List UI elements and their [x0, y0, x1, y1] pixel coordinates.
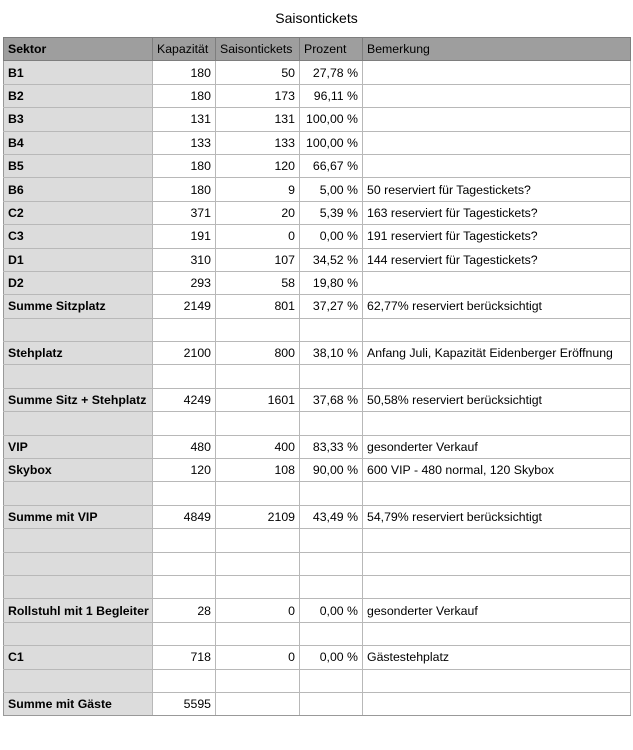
cell-prozent[interactable]: 83,33 %	[300, 435, 363, 458]
cell-sektor[interactable]	[4, 529, 153, 552]
cell-saisontickets[interactable]: 50	[216, 61, 300, 84]
cell-bemerkung[interactable]: 62,77% reserviert berücksichtigt	[363, 295, 631, 318]
cell-saisontickets[interactable]: 107	[216, 248, 300, 271]
cell-bemerkung[interactable]: Anfang Juli, Kapazität Eidenberger Eröffnung	[363, 342, 631, 365]
cell-sektor[interactable]: B6	[4, 178, 153, 201]
table-row	[4, 529, 631, 552]
cell-kapazitaet[interactable]: 718	[153, 646, 216, 669]
cell-kapazitaet[interactable]	[153, 669, 216, 692]
cell-prozent[interactable]: 0,00 %	[300, 225, 363, 248]
cell-prozent[interactable]: 5,39 %	[300, 201, 363, 224]
cell-sektor[interactable]	[4, 622, 153, 645]
table-row	[4, 154, 631, 177]
cell-prozent[interactable]	[300, 622, 363, 645]
cell-saisontickets[interactable]	[216, 575, 300, 598]
cell-prozent[interactable]: 43,49 %	[300, 505, 363, 528]
cell-kapazitaet[interactable]: 5595	[153, 692, 216, 715]
header-cell-prozent[interactable]: Prozent	[300, 38, 363, 61]
cell-bemerkung[interactable]: Gästestehplatz	[363, 646, 631, 669]
saisontickets-table	[3, 37, 631, 716]
cell-sektor[interactable]: Rollstuhl mit 1 Begleiter	[4, 599, 153, 622]
cell-saisontickets[interactable]	[216, 622, 300, 645]
table-row	[4, 412, 631, 435]
table-row	[4, 248, 631, 271]
cell-kapazitaet[interactable]	[153, 552, 216, 575]
cell-sektor[interactable]: D2	[4, 271, 153, 294]
cell-saisontickets[interactable]: 9	[216, 178, 300, 201]
cell-bemerkung[interactable]: 50,58% reserviert berücksichtigt	[363, 388, 631, 411]
table-row	[4, 482, 631, 505]
table-row	[4, 131, 631, 154]
cell-sektor[interactable]: B1	[4, 61, 153, 84]
header-cell-saisontickets[interactable]: Saisontickets	[216, 38, 300, 61]
cell-prozent[interactable]: 0,00 %	[300, 646, 363, 669]
table-row	[4, 388, 631, 411]
cell-saisontickets[interactable]	[216, 529, 300, 552]
cell-prozent[interactable]: 5,00 %	[300, 178, 363, 201]
cell-sektor[interactable]	[4, 318, 153, 341]
cell-bemerkung[interactable]	[363, 575, 631, 598]
cell-prozent[interactable]: 0,00 %	[300, 599, 363, 622]
cell-prozent[interactable]	[300, 552, 363, 575]
cell-sektor[interactable]	[4, 482, 153, 505]
cell-prozent[interactable]: 96,11 %	[300, 84, 363, 107]
cell-sektor[interactable]: B3	[4, 108, 153, 131]
cell-bemerkung[interactable]	[363, 529, 631, 552]
table-row	[4, 575, 631, 598]
cell-kapazitaet[interactable]: 293	[153, 271, 216, 294]
cell-sektor[interactable]: B2	[4, 84, 153, 107]
cell-prozent[interactable]: 90,00 %	[300, 459, 363, 482]
cell-saisontickets[interactable]: 0	[216, 599, 300, 622]
cell-bemerkung[interactable]: 54,79% reserviert berücksichtigt	[363, 505, 631, 528]
cell-kapazitaet[interactable]	[153, 412, 216, 435]
cell-saisontickets[interactable]: 173	[216, 84, 300, 107]
cell-sektor[interactable]: C2	[4, 201, 153, 224]
cell-sektor[interactable]: C3	[4, 225, 153, 248]
cell-sektor[interactable]: Summe Sitz + Stehplatz	[4, 388, 153, 411]
cell-prozent[interactable]	[300, 669, 363, 692]
cell-prozent[interactable]: 27,78 %	[300, 61, 363, 84]
cell-kapazitaet[interactable]: 4249	[153, 388, 216, 411]
cell-kapazitaet[interactable]: 180	[153, 84, 216, 107]
cell-bemerkung[interactable]	[363, 318, 631, 341]
cell-prozent[interactable]: 34,52 %	[300, 248, 363, 271]
cell-bemerkung[interactable]	[363, 131, 631, 154]
cell-saisontickets[interactable]: 131	[216, 108, 300, 131]
cell-kapazitaet[interactable]: 480	[153, 435, 216, 458]
cell-kapazitaet[interactable]	[153, 529, 216, 552]
cell-kapazitaet[interactable]: 2100	[153, 342, 216, 365]
cell-saisontickets[interactable]	[216, 318, 300, 341]
cell-prozent[interactable]: 37,27 %	[300, 295, 363, 318]
table-row	[4, 646, 631, 669]
cell-sektor[interactable]	[4, 412, 153, 435]
table-row	[4, 271, 631, 294]
cell-sektor[interactable]: D1	[4, 248, 153, 271]
header-row	[4, 38, 631, 61]
table-row	[4, 459, 631, 482]
cell-bemerkung[interactable]: 191 reserviert für Tagestickets?	[363, 225, 631, 248]
cell-kapazitaet[interactable]: 120	[153, 459, 216, 482]
cell-kapazitaet[interactable]: 180	[153, 61, 216, 84]
cell-kapazitaet[interactable]	[153, 622, 216, 645]
cell-saisontickets[interactable]: 2109	[216, 505, 300, 528]
table-row	[4, 622, 631, 645]
cell-kapazitaet[interactable]	[153, 482, 216, 505]
cell-sektor[interactable]: Summe mit Gäste	[4, 692, 153, 715]
table-row	[4, 318, 631, 341]
table-row	[4, 365, 631, 388]
cell-sektor[interactable]	[4, 365, 153, 388]
cell-saisontickets[interactable]	[216, 412, 300, 435]
cell-bemerkung[interactable]	[363, 271, 631, 294]
cell-bemerkung[interactable]	[363, 84, 631, 107]
cell-sektor[interactable]: C1	[4, 646, 153, 669]
cell-sektor[interactable]	[4, 669, 153, 692]
cell-bemerkung[interactable]: 600 VIP - 480 normal, 120 Skybox	[363, 459, 631, 482]
cell-bemerkung[interactable]	[363, 692, 631, 715]
cell-bemerkung[interactable]	[363, 482, 631, 505]
cell-saisontickets[interactable]: 1601	[216, 388, 300, 411]
cell-kapazitaet[interactable]: 310	[153, 248, 216, 271]
cell-bemerkung[interactable]	[363, 365, 631, 388]
table-row	[4, 295, 631, 318]
cell-prozent[interactable]	[300, 412, 363, 435]
cell-sektor[interactable]: Stehplatz	[4, 342, 153, 365]
cell-bemerkung[interactable]	[363, 622, 631, 645]
cell-kapazitaet[interactable]: 133	[153, 131, 216, 154]
table-row	[4, 435, 631, 458]
table-row	[4, 552, 631, 575]
cell-sektor[interactable]: Summe Sitzplatz	[4, 295, 153, 318]
cell-kapazitaet[interactable]: 180	[153, 154, 216, 177]
table-row	[4, 692, 631, 715]
cell-saisontickets[interactable]	[216, 692, 300, 715]
cell-kapazitaet[interactable]: 180	[153, 178, 216, 201]
cell-saisontickets[interactable]: 0	[216, 225, 300, 248]
cell-sektor[interactable]: Skybox	[4, 459, 153, 482]
cell-bemerkung[interactable]	[363, 108, 631, 131]
table-row	[4, 599, 631, 622]
cell-saisontickets[interactable]: 120	[216, 154, 300, 177]
cell-bemerkung[interactable]: gesonderter Verkauf	[363, 599, 631, 622]
table-row	[4, 201, 631, 224]
cell-kapazitaet[interactable]: 371	[153, 201, 216, 224]
cell-prozent[interactable]	[300, 482, 363, 505]
cell-saisontickets[interactable]	[216, 552, 300, 575]
table-row	[4, 61, 631, 84]
cell-prozent[interactable]	[300, 365, 363, 388]
cell-kapazitaet[interactable]: 2149	[153, 295, 216, 318]
cell-kapazitaet[interactable]: 28	[153, 599, 216, 622]
cell-prozent[interactable]	[300, 529, 363, 552]
cell-prozent[interactable]: 38,10 %	[300, 342, 363, 365]
cell-prozent[interactable]: 37,68 %	[300, 388, 363, 411]
cell-saisontickets[interactable]: 108	[216, 459, 300, 482]
cell-saisontickets[interactable]: 133	[216, 131, 300, 154]
table-row	[4, 108, 631, 131]
header-cell-kapazitaet[interactable]: Kapazität	[153, 38, 216, 61]
cell-bemerkung[interactable]	[363, 412, 631, 435]
cell-saisontickets[interactable]: 800	[216, 342, 300, 365]
cell-bemerkung[interactable]: gesonderter Verkauf	[363, 435, 631, 458]
cell-saisontickets[interactable]: 400	[216, 435, 300, 458]
cell-kapazitaet[interactable]	[153, 365, 216, 388]
cell-saisontickets[interactable]	[216, 482, 300, 505]
cell-bemerkung[interactable]	[363, 552, 631, 575]
cell-kapazitaet[interactable]: 131	[153, 108, 216, 131]
cell-sektor[interactable]: B4	[4, 131, 153, 154]
cell-saisontickets[interactable]	[216, 365, 300, 388]
table-row	[4, 669, 631, 692]
table-row	[4, 84, 631, 107]
header-cell-sektor[interactable]: Sektor	[4, 38, 153, 61]
cell-sektor[interactable]	[4, 575, 153, 598]
cell-prozent[interactable]	[300, 575, 363, 598]
cell-prozent[interactable]: 100,00 %	[300, 108, 363, 131]
cell-bemerkung[interactable]: 163 reserviert für Tagestickets?	[363, 201, 631, 224]
table-row	[4, 178, 631, 201]
cell-bemerkung[interactable]: 50 reserviert für Tagestickets?	[363, 178, 631, 201]
cell-saisontickets[interactable]: 58	[216, 271, 300, 294]
table-row	[4, 225, 631, 248]
cell-prozent[interactable]: 66,67 %	[300, 154, 363, 177]
table-row	[4, 505, 631, 528]
cell-bemerkung[interactable]: 144 reserviert für Tagestickets?	[363, 248, 631, 271]
cell-kapazitaet[interactable]: 191	[153, 225, 216, 248]
cell-sektor[interactable]: B5	[4, 154, 153, 177]
cell-saisontickets[interactable]: 0	[216, 646, 300, 669]
cell-bemerkung[interactable]	[363, 61, 631, 84]
cell-saisontickets[interactable]	[216, 669, 300, 692]
cell-bemerkung[interactable]	[363, 154, 631, 177]
cell-prozent[interactable]	[300, 692, 363, 715]
sheet-title: Saisontickets	[275, 10, 358, 26]
cell-sektor[interactable]: Summe mit VIP	[4, 505, 153, 528]
cell-kapazitaet[interactable]: 4849	[153, 505, 216, 528]
cell-bemerkung[interactable]	[363, 669, 631, 692]
cell-sektor[interactable]: VIP	[4, 435, 153, 458]
cell-prozent[interactable]: 19,80 %	[300, 271, 363, 294]
cell-prozent[interactable]: 100,00 %	[300, 131, 363, 154]
cell-saisontickets[interactable]: 20	[216, 201, 300, 224]
cell-saisontickets[interactable]: 801	[216, 295, 300, 318]
header-cell-bemerkung[interactable]: Bemerkung	[363, 38, 631, 61]
cell-kapazitaet[interactable]	[153, 575, 216, 598]
table-row	[4, 342, 631, 365]
cell-prozent[interactable]	[300, 318, 363, 341]
cell-sektor[interactable]	[4, 552, 153, 575]
cell-kapazitaet[interactable]	[153, 318, 216, 341]
